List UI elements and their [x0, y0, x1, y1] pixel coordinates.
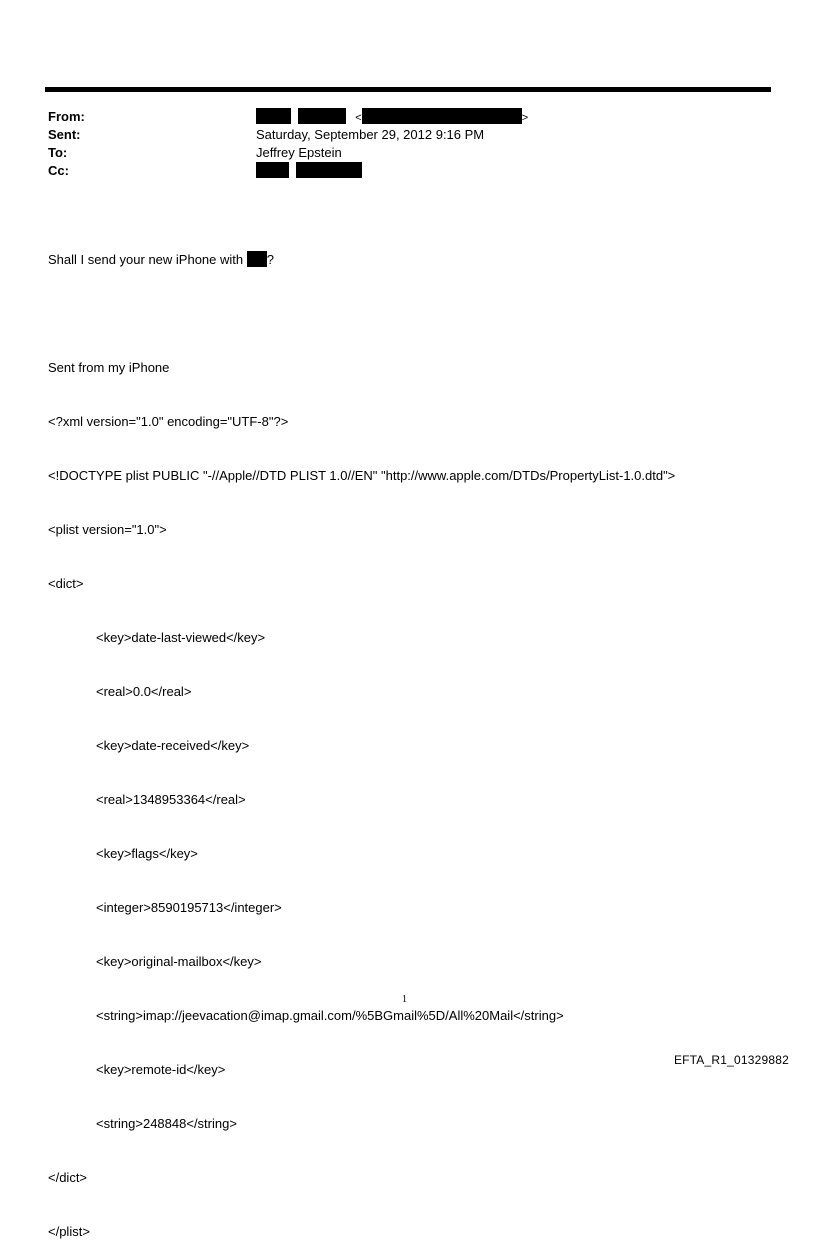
message-question-mark: ?: [266, 252, 274, 267]
to-label: To:: [48, 145, 68, 160]
plist-entry: <key>date-received</key>: [96, 738, 250, 753]
plist-xml-declaration: <?xml version="1.0" encoding="UTF-8"?>: [48, 414, 289, 429]
cc-label: Cc:: [48, 163, 69, 178]
sent-label: Sent:: [48, 127, 81, 142]
redaction-block: [256, 108, 291, 124]
from-email-close-bracket: >: [521, 112, 529, 124]
plist-entry: <key>remote-id</key>: [96, 1062, 226, 1077]
message-text: Shall I send your new iPhone with: [48, 252, 247, 267]
plist-entry: <string>imap://jeevacation@imap.gmail.com/%5BGmail%5D/All%20Mail</string>: [96, 1008, 564, 1023]
redaction-block: [298, 108, 346, 124]
plist-entry: <string>248848</string>: [96, 1116, 237, 1131]
from-value: [256, 108, 528, 127]
plist-open-tag: <plist version="1.0">: [48, 522, 167, 537]
to-row: [48, 144, 768, 162]
dict-close-tag: </dict>: [48, 1170, 88, 1185]
page-number: 1: [402, 994, 407, 1005]
sent-row: [48, 126, 768, 144]
from-email-open-bracket: <: [355, 112, 362, 124]
from-label: From:: [48, 109, 85, 124]
email-body: [48, 215, 788, 1259]
plist-close-tag: </plist>: [48, 1224, 90, 1239]
plist-entry: <integer>8590195713</integer>: [96, 900, 282, 915]
plist-entry: <real>1348953364</real>: [96, 792, 246, 807]
plist-doctype: <!DOCTYPE plist PUBLIC "-//Apple//DTD PLIST 1.0//EN" "http://www.apple.com/DTDs/PropertyList-1.0.dtd">: [48, 468, 676, 483]
email-header: [48, 108, 768, 180]
plist-entry: <key>original-mailbox</key>: [96, 954, 262, 969]
document-id: EFTA_R1_01329882: [673, 1053, 789, 1067]
plist-entry: <key>flags</key>: [96, 846, 198, 861]
message-line: [48, 251, 788, 269]
cc-row: [48, 162, 768, 180]
redaction-block: [247, 251, 267, 267]
redaction-block: [256, 162, 289, 178]
from-row: [48, 108, 768, 126]
redaction-block: [296, 162, 362, 178]
signature-line: Sent from my iPhone: [48, 360, 170, 375]
cc-value: [256, 162, 362, 180]
redaction-block: [362, 108, 522, 124]
header-rule: [45, 87, 771, 92]
to-value: Jeffrey Epstein: [256, 145, 342, 160]
spacer: [48, 305, 788, 323]
sent-value: Saturday, September 29, 2012 9:16 PM: [256, 127, 485, 142]
dict-open-tag: <dict>: [48, 576, 84, 591]
plist-entry: <key>date-last-viewed</key>: [96, 630, 266, 645]
plist-entry: <real>0.0</real>: [96, 684, 192, 699]
